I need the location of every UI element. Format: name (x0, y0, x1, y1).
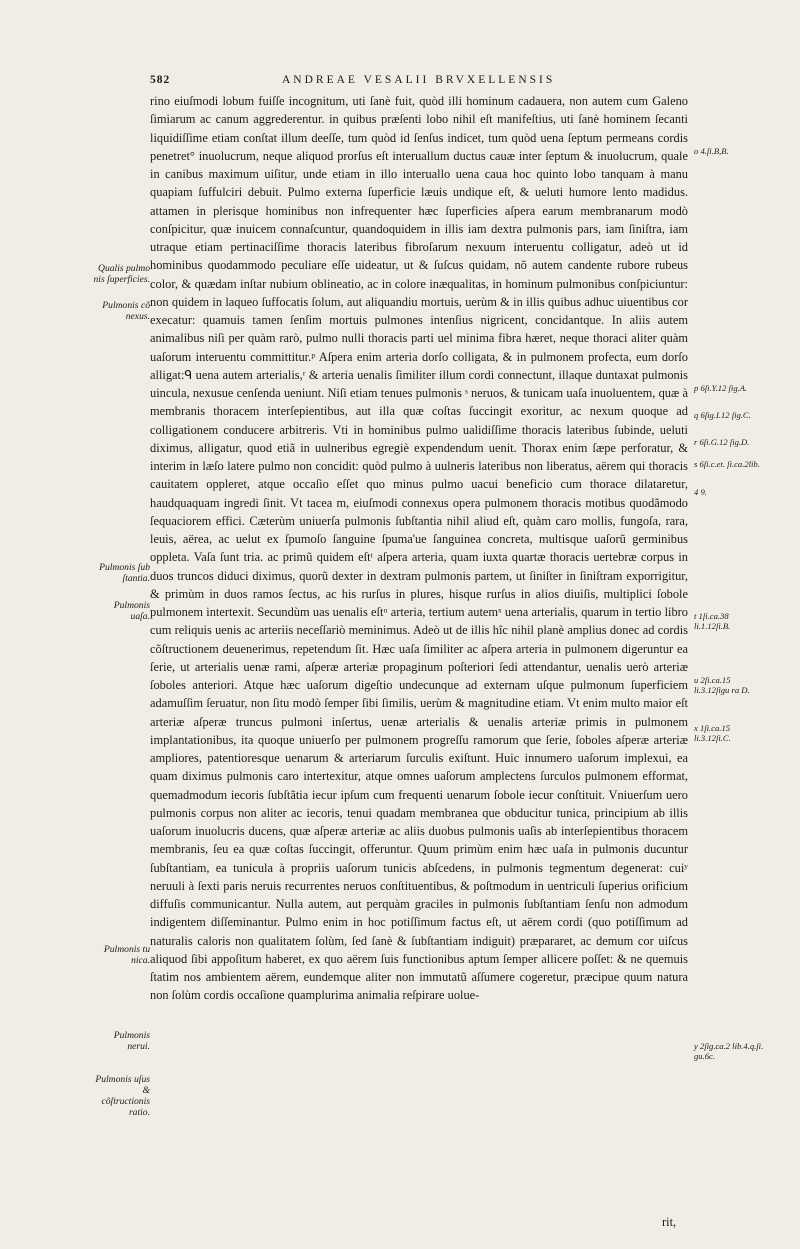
margin-note-left: Qualis pulmo nis ſuperficies. (93, 263, 150, 285)
margin-note-left: Pulmonis uaſa. (113, 600, 150, 622)
margin-note-right: x 1ſi.ca.15 li.3.12ſi.C. (694, 723, 731, 743)
catchword: rit, (662, 1215, 677, 1229)
main-text-block (150, 92, 688, 1005)
margin-note-left: Pulmonis tu nica. (103, 944, 150, 966)
margin-note-left: Pulmonis uſus & cõſtructionis ratio. (95, 1074, 150, 1118)
margin-note-right: s 6ſi.c.et. ſi.ca.2lib. (694, 459, 760, 469)
page-number: 582 (150, 74, 171, 86)
margin-note-right: p 6ſi.Y.12 ſig.A. (694, 383, 748, 393)
margin-note-right: 4 9. (694, 487, 707, 497)
margin-note-right: q 6ſig.I.12 ſig.C. (694, 410, 751, 420)
margin-note-right: o 4.ſi.B,B. (694, 146, 729, 156)
margin-note-left: Pulmonis ſub ſtantia. (99, 562, 150, 584)
margin-note-left: Pulmonis cõ nexus. (102, 300, 150, 322)
margin-note-right: r 6ſi.G.12 ſig.D. (694, 437, 750, 447)
margin-note-right: t 1ſi.ca.38 li.1.12ſi.B. (694, 611, 731, 631)
margin-note-right: u 2ſi.ca.15 li.3.12ſigu ra D. (694, 675, 750, 695)
margin-note-left: Pulmonis nerui. (113, 1030, 150, 1052)
body-paragraph: rino eiuſmodi lobum fuiſſe incognitum, uti ſanè fuit, quòd illi hominum cadauera, non autem cum Galeno ſimiarum ac canum aggrederentur. in quibus præſenti lobo nihil eſt manifeſtius, uti ſanè hominem ſecanti liquidiſſime etiam conſtat illum deeſſe, tum quòd id ſenſus indicet, tum quòd uena ſeptum permeans cordis penetret° inuolucrum, neque aliquod prorſus eſt interuallum ductus cauæ inter ſeptum & inuolucrum, quale in canibus maximum uiſitur, unde etiam in illo interuallo uena caua hoc quinto lobo tanquam à manu quapiam ſuffulciri debuit. Pulmo externa ſuperficie læuis undique eſt, & ueluti humore lento madidus. attamen in plerisque hominibus non infrequenter hæc ſuperficies aſpera earum membranarum modò conſpicitur, quæ inuicem connaſcuntur, quandoquidem in illis iam dextra pulmonis pars, iam ſiniſtra, iam utraque etiam pertinaciſſime thoracis lateribus fibroſarum nexuum interuentu colligatur, adeò ut id hominibus quodammodo peculiare eſſe uideatur, ut & ſuſcus quidam, nõ autem candente rubore rubeus color, & quædam inſtar nubium oblineatio, ac in colore inæqualitas, in hominum pulmonibus conſpiciuntur: non quidem in laqueo ſuffocatis ſolum, aut aliquandiu mortuis, uerùm & in illis quibus adhuc uiuentibus cor execatur: quamuis tamen ſenſim mortuis pulmones intenſius nigricent, concidantque. In aliis autem animalibus niſi per quàm rarò, pulmo nulli thoracis parti uel minima fibra hæret, neque thoraci aliter quàm uaſorum interuentu committitur.ᵖ Aſpera enim arteria dorſo colligata, & in pulmonem profecta, eum dorſo alligat:ᑫ uena autem arterialis,ʳ & arteria uenalis ſimiliter illum cordi connectunt, illaque duntaxat pulmonis uincula, nexusue cenſenda ueniunt. Niſi etiam tenues pulmonis ˢ neruos, & tunicam uaſa inuoluentem, quæ à membranis thoracem interſepientibus, aut illa quæ coſtas ſuccingit exoritur, ac nexum quoque ad colligationem conducere arbitreris. Vti in hominibus pulmo ualidiſſime thoracis lateribus ſubinde, ueluti diximus, alligatur, quod etiã in uulneribus egregiè expendendum uenit. Thorax enim ſæpe perforatur, & interim in læſo latere pulmo non concidit: quòd pulmo à uulneris lateribus non liberatus, aërem qui thoracis cauitatem oppleret, atque occaſio eſſet quo minus pulmo uacui beneficio cum thorace dilataretur, haudquaquam ingredi ſinit. Vt tacea m, eiuſmodi connexus opera pulmonem thoracis motibus quodãmodo ſequaciorem effici. Cæterùm uniuerſa pulmonis ſubſtantia nihil aliud eſt, quàm caro mollis, fungoſa, rara, leuis, aërea, ac uelut ex ſpumoſo ſanguine ſpuma'ue ſanguinea concreta, multisque uaſorũ germinibus oppleta. Vaſa ſunt tria. ac primũ quidem eſtᵗ aſpera arteria, quam iuxta quartæ thoracis uertebræ corpus in duos truncos diduci diximus, quorũ dexter in dextram pulmonis partem, ut ſiniſter in ſiniſtram exporrigitur, & primùm in duos ramos ſectus, ac his rurſus in plures, hisque rurſus in alios diuiſis, multiplici ſobole pulmonem intertexit. Secundùm uas uenalis eſtᵘ arteria, tertium autemˣ uena arterialis, quarum in tertio libro cum reliquis uenis ac arteriis neceſſariò meminimus. Adeò ut de illis hîc nihil planè amplius donec ad cordis cõſtructionem deuenerimus, repetendum ſit. Hæc uaſa ſimiliter ac aſpera arteria in pulmonem digeruntur ea ſerie, ut arterialis uenæ rami, aſperæ arteriæ propaginum poſteriori ſedi attendantur, uenalis uerò arteriæ ſoboles anteriori. Atque hæc uaſorum digeſtio undecunque ad externam uſque pulmonum ſuperficiem adamuſſim ſeruatur, non ſitu modò ſemper ſibi ſimilis, uerùm & magnitudine etiam. Vt enim multo maior eſt arteriæ aſperæ truncus pulmoni inſertus, uenæ arterialis & uenalis arteriæ primis in pulmonem implantationibus, ita quoque uniuerſo per pulmonem progreſſu ramorum que ſerie, ſoboles aſperæ arteriæ ampliores, patentioresque uenarum & arteriarum ſurculis exiſtunt. Huic innumero uaſorum implexui, ea quam diximus pulmonis caro intertexitur, atque omnes uaſorum amplectens ſurculos pulmonem efformat, quemadmodum iecoris ſubſtãtia iecur ipſum cum frequenti uenarum ſobole iecur conſtituit. Vniuerſum uero pulmonis corpus non aliter ac iecoris, tenui quadam membranea que obducitur tunica, principium ab illis uaſorum inuolucris ducens, quæ aſperæ arteriæ ac aliis duobus pulmonis uaſis ab interſepientibus thoracem membranis, ſeu ea quæ coſtas ſuccingit, offeruntur. Quum primùm enim hæc uaſa in pulmonis ducuntur ſubſtantiam, ea tunicula à propriis uaſorum tunicis abſcedens, in pulmonis tegmentum degenerat: cuiʸ neruuli à ſexti paris neruis recurrentes neruos conſtituentibus, & poſtmodum in uentriculi ſuperius orificium diffuſis communicantur. Nulla autem, aut perquàm graciles in pulmonis ſubſtantiam ſenſu non admodum indigentem diſſeminantur. Pulmo enim in hoc potiſſimum factus eſt, ut aërem cordi (quo potiſſimum ad naturalis caloris non qualitatem ſolùm, ſed ſanè & ſubſtantiam indiguit) præpararet, ac demum cor uiſcus aliquod ſibi appoſitum haberet, ex quo aërem ſuis functionibus aptum ſemper allicere poſſet: & ne quemuis ſtatim nos ambientem aërem, eundemque aliter non immutatũ aſſumere cogeretur, præcipue quum natura non ſolùm cordis occaſione quamplurima animalia reſpirare uolue- (150, 94, 688, 1003)
margin-note-right: y 2ſig.ca.2 lib.4.q.ſi. gu.6c. (694, 1041, 764, 1061)
running-title: ANDREAE VESALII BRVXELLENSIS (282, 74, 556, 86)
page-header (150, 74, 690, 92)
